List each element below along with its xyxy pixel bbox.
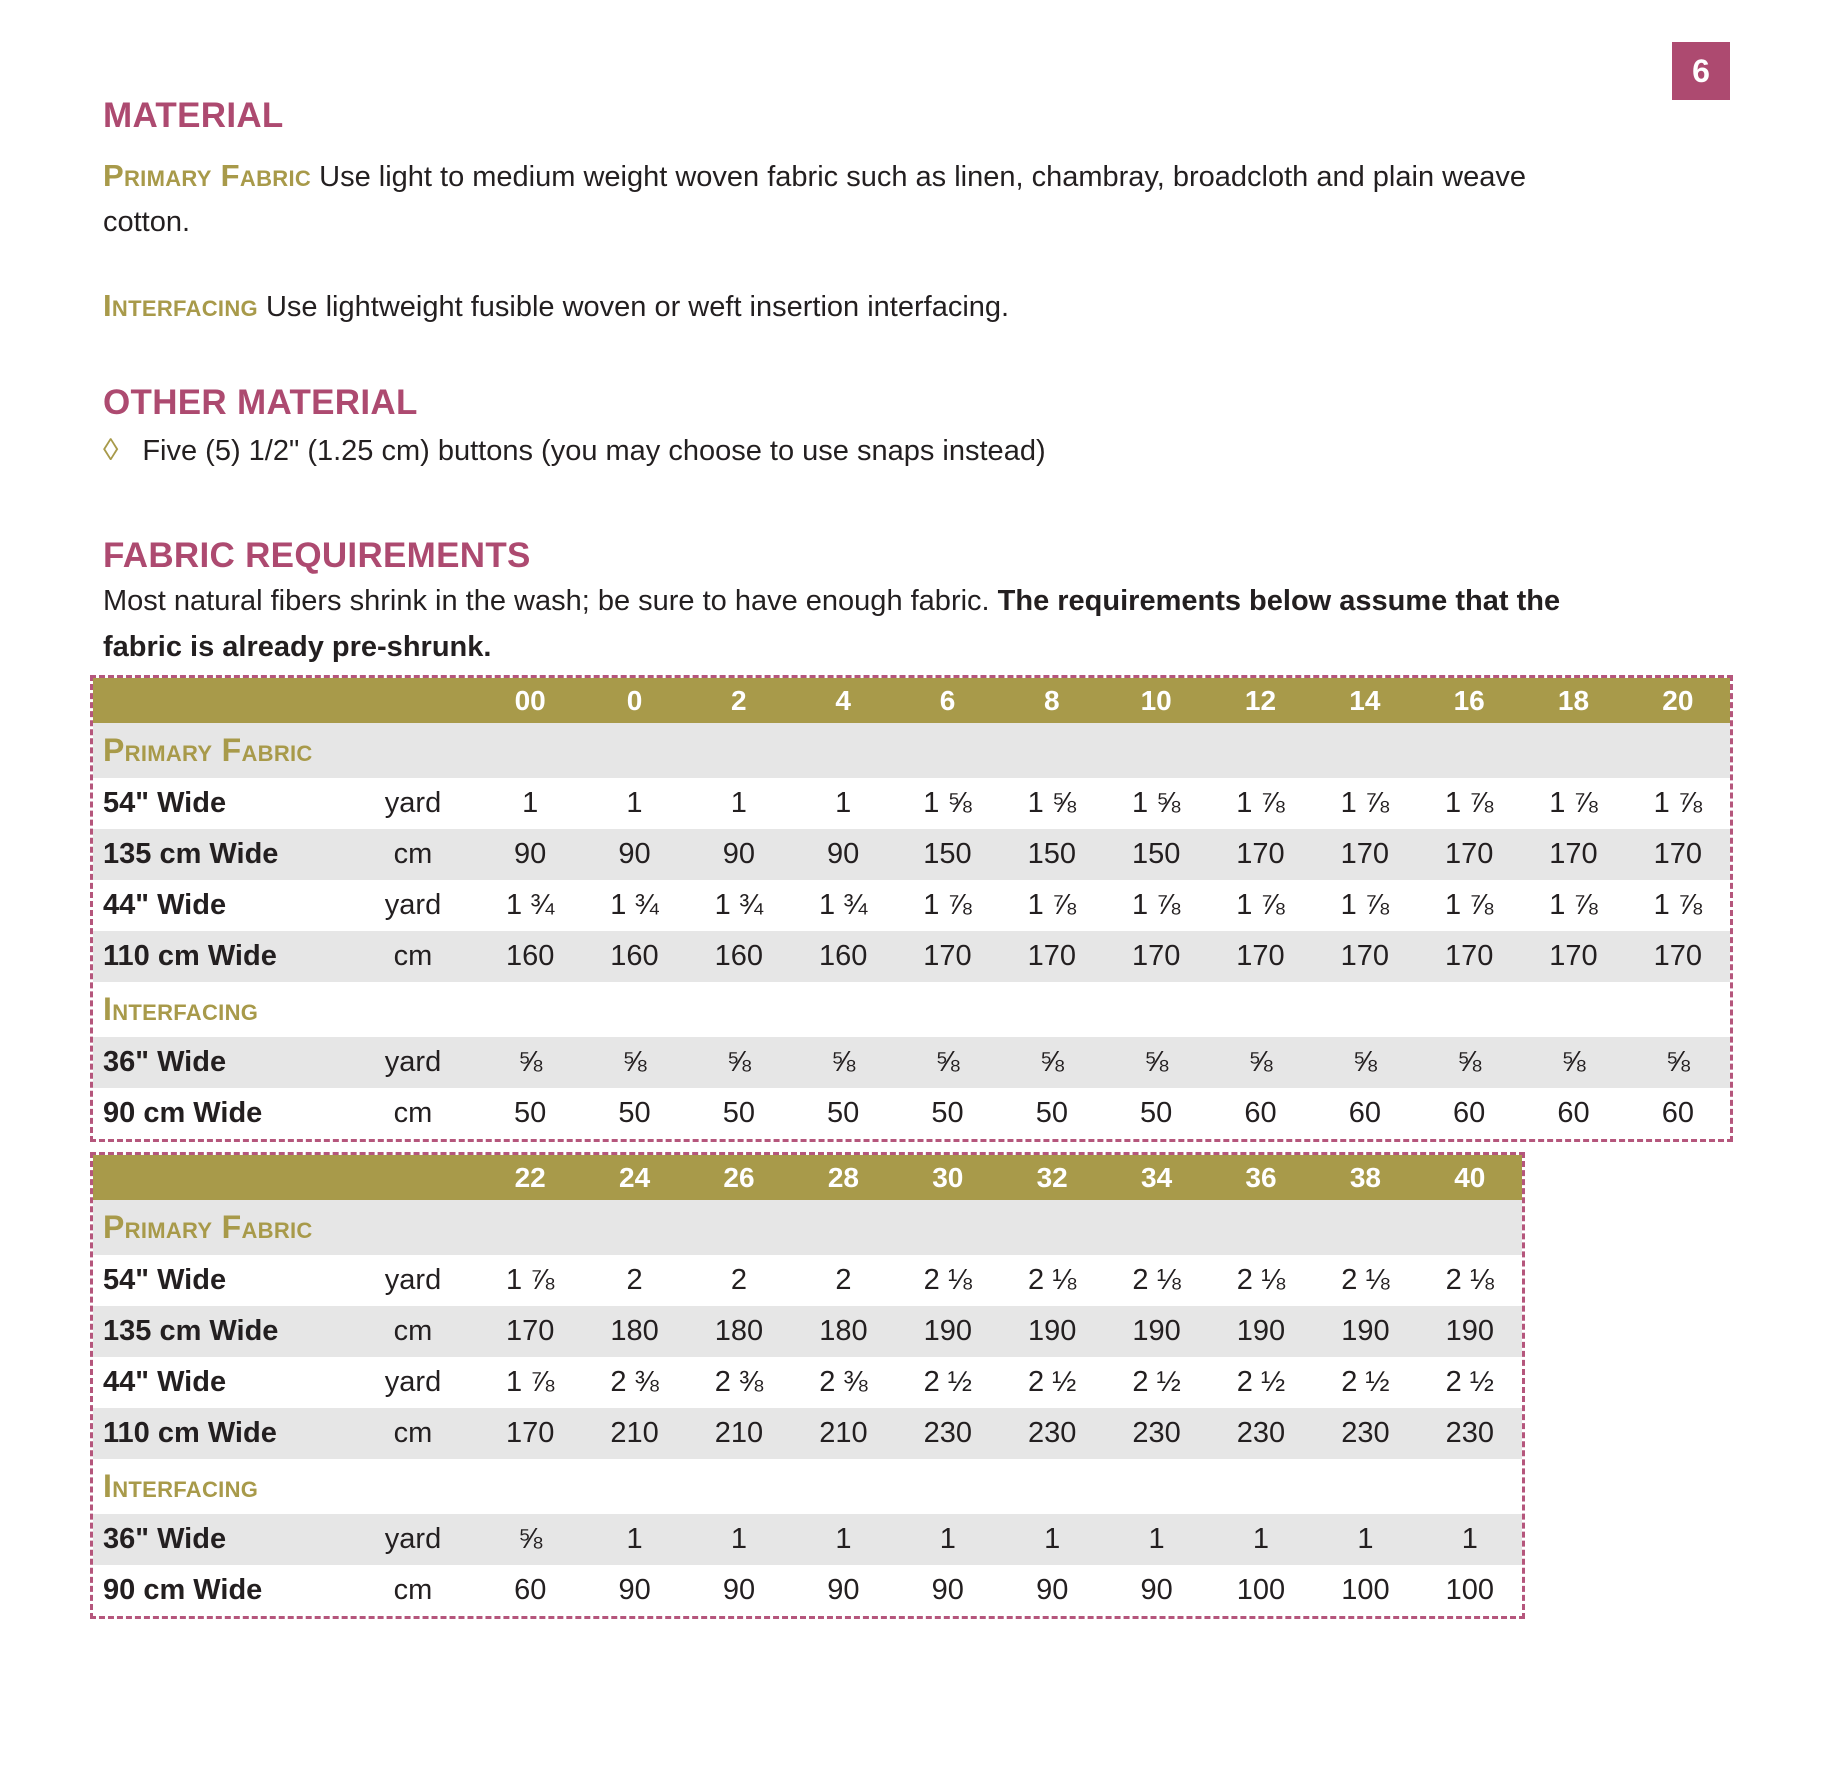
value-cell: 170 bbox=[1340, 838, 1390, 870]
value-cell: 60 bbox=[514, 1574, 547, 1606]
value-cell: 1 bbox=[626, 787, 643, 819]
value-cell: 90 bbox=[618, 1574, 651, 1606]
value-cell: 100 bbox=[1341, 1574, 1390, 1606]
value-cell: 230 bbox=[923, 1417, 972, 1449]
value-cell: 170 bbox=[506, 1315, 555, 1347]
value-cell: 2 ⅛ bbox=[923, 1264, 972, 1296]
value-cell: 1 ⅞ bbox=[1340, 889, 1390, 921]
value-cell: 90 bbox=[827, 838, 860, 870]
table-row bbox=[93, 1408, 1522, 1459]
table-row bbox=[93, 778, 1730, 829]
value-cell: 170 bbox=[1131, 940, 1181, 972]
unit-cell: cm bbox=[393, 1417, 433, 1449]
value-cell: 1 bbox=[1148, 1523, 1165, 1555]
row-label: 54" Wide bbox=[103, 787, 227, 819]
table-section-header-row bbox=[93, 1459, 1522, 1514]
value-cell: 50 bbox=[1140, 1097, 1173, 1129]
table-section-label: Primary Fabric bbox=[103, 732, 313, 768]
value-cell: 50 bbox=[618, 1097, 651, 1129]
size-header-row bbox=[93, 1155, 1522, 1200]
value-cell: 1 bbox=[1357, 1523, 1374, 1555]
value-cell: 1 bbox=[1044, 1523, 1061, 1555]
value-cell: 190 bbox=[1132, 1315, 1181, 1347]
table-row bbox=[93, 1565, 1522, 1616]
value-cell: 230 bbox=[1341, 1417, 1390, 1449]
unit-cell: cm bbox=[393, 940, 433, 972]
value-cell: ⅝ bbox=[1248, 1046, 1273, 1078]
value-cell: 1 ⅞ bbox=[1340, 787, 1390, 819]
value-cell: 2 ⅛ bbox=[1236, 1264, 1286, 1296]
value-cell: 1 bbox=[835, 1523, 852, 1555]
row-label: 110 cm Wide bbox=[103, 940, 277, 972]
row-label: 36" Wide bbox=[103, 1523, 227, 1555]
fabric-requirements-intro bbox=[103, 578, 1583, 670]
size-header-cell: 18 bbox=[1557, 684, 1590, 716]
table-section-label: Interfacing bbox=[103, 1468, 259, 1504]
value-cell: 60 bbox=[1244, 1097, 1277, 1129]
value-cell: 160 bbox=[714, 940, 764, 972]
size-header-cell: 20 bbox=[1662, 684, 1694, 716]
value-cell: 170 bbox=[1444, 838, 1494, 870]
interfacing-paragraph bbox=[103, 283, 1583, 330]
value-cell: 230 bbox=[1445, 1417, 1494, 1449]
value-cell: 2 ⅜ bbox=[819, 1366, 868, 1398]
value-cell: 100 bbox=[1445, 1574, 1494, 1606]
value-cell: 2 ⅜ bbox=[610, 1366, 659, 1398]
value-cell: 210 bbox=[714, 1417, 764, 1449]
value-cell: 1 ⅞ bbox=[923, 889, 972, 921]
value-cell: 170 bbox=[1549, 838, 1598, 870]
primary-fabric-text: Use light to medium weight woven fabric such as linen, chambray, broadcloth and plain weave cotton. bbox=[103, 161, 1526, 238]
table-row bbox=[93, 1357, 1522, 1408]
size-header-cell: 38 bbox=[1349, 1161, 1381, 1193]
value-cell: 150 bbox=[923, 838, 972, 870]
value-cell: ⅝ bbox=[1561, 1046, 1586, 1078]
value-cell: 1 ⅞ bbox=[1236, 889, 1285, 921]
value-cell: 150 bbox=[1027, 838, 1077, 870]
value-cell: 170 bbox=[1653, 838, 1703, 870]
value-cell: 90 bbox=[1036, 1574, 1069, 1606]
value-cell: 2 ⅛ bbox=[1341, 1264, 1390, 1296]
value-cell: 180 bbox=[714, 1315, 764, 1347]
unit-cell: cm bbox=[393, 1574, 433, 1606]
value-cell: 60 bbox=[1453, 1097, 1486, 1129]
primary-fabric-label: Primary Fabric bbox=[103, 158, 312, 193]
value-cell: 1 ⅞ bbox=[1444, 889, 1494, 921]
size-header-cell: 26 bbox=[723, 1161, 755, 1193]
value-cell: 210 bbox=[819, 1417, 868, 1449]
value-cell: 50 bbox=[722, 1097, 755, 1129]
table-row bbox=[93, 1255, 1522, 1306]
value-cell: 1 ⅞ bbox=[1549, 787, 1598, 819]
value-cell: ⅝ bbox=[935, 1046, 960, 1078]
unit-cell: yard bbox=[384, 1264, 442, 1296]
unit-cell: yard bbox=[384, 1523, 442, 1555]
value-cell: 1 ⅞ bbox=[1444, 787, 1494, 819]
fabric-requirements-heading: FABRIC REQUIREMENTS bbox=[103, 536, 531, 575]
value-cell: ⅝ bbox=[622, 1046, 647, 1078]
size-header-cell: 34 bbox=[1141, 1161, 1173, 1193]
value-cell: 2 ⅛ bbox=[1028, 1264, 1077, 1296]
value-cell: 60 bbox=[1661, 1097, 1694, 1129]
intro-text-normal: Most natural fibers shrink in the wash; be sure to have enough fabric. bbox=[103, 585, 998, 617]
table-row bbox=[93, 1088, 1730, 1139]
size-header-cell: 6 bbox=[939, 684, 956, 716]
row-label: 90 cm Wide bbox=[103, 1574, 263, 1606]
value-cell: 170 bbox=[506, 1417, 555, 1449]
table-section-label: Primary Fabric bbox=[103, 1209, 313, 1245]
size-header-cell: 24 bbox=[619, 1161, 651, 1193]
value-cell: 170 bbox=[1340, 940, 1390, 972]
size-header-cell: 2 bbox=[731, 684, 747, 716]
unit-cell: cm bbox=[393, 838, 433, 870]
value-cell: 1 ¾ bbox=[505, 889, 555, 921]
size-header-cell: 00 bbox=[514, 684, 546, 716]
page-number-badge: 6 bbox=[1672, 42, 1730, 100]
value-cell: 160 bbox=[505, 940, 555, 972]
table-section-header-row bbox=[93, 1200, 1522, 1255]
value-cell: 90 bbox=[1140, 1574, 1173, 1606]
value-cell: 50 bbox=[1035, 1097, 1068, 1129]
size-header-cell: 8 bbox=[1044, 684, 1060, 716]
other-material-heading: OTHER MATERIAL bbox=[103, 383, 418, 422]
value-cell: 2 ½ bbox=[1341, 1366, 1390, 1398]
value-cell: 190 bbox=[1445, 1315, 1494, 1347]
row-label: 135 cm Wide bbox=[103, 1315, 279, 1347]
value-cell: 1 ⅝ bbox=[1027, 787, 1077, 819]
value-cell: 190 bbox=[923, 1315, 972, 1347]
value-cell: 1 bbox=[1252, 1523, 1270, 1555]
size-header-cell: 36 bbox=[1245, 1161, 1277, 1193]
value-cell: 1 bbox=[939, 1523, 956, 1555]
value-cell: 1 bbox=[835, 787, 852, 819]
interfacing-text: Use lightweight fusible woven or weft insertion interfacing. bbox=[265, 291, 1010, 323]
row-label: 36" Wide bbox=[103, 1046, 227, 1078]
material-heading: MATERIAL bbox=[103, 96, 284, 135]
value-cell: 2 ½ bbox=[1236, 1366, 1286, 1398]
value-cell: 1 ⅝ bbox=[1131, 787, 1181, 819]
primary-fabric-paragraph bbox=[103, 153, 1583, 245]
size-header-row bbox=[93, 678, 1730, 723]
unit-cell: cm bbox=[393, 1315, 433, 1347]
fabric-requirements-table-sizes-22-40 bbox=[90, 1152, 1525, 1619]
size-header-cell: 16 bbox=[1453, 684, 1485, 716]
value-cell: 1 ⅝ bbox=[923, 787, 972, 819]
value-cell: ⅝ bbox=[831, 1046, 856, 1078]
value-cell: 2 ⅛ bbox=[1132, 1264, 1181, 1296]
row-label: 44" Wide bbox=[103, 889, 227, 921]
other-material-item bbox=[103, 427, 1583, 474]
row-label: 54" Wide bbox=[103, 1264, 227, 1296]
value-cell: 90 bbox=[722, 1574, 756, 1606]
value-cell: 2 ⅛ bbox=[1445, 1264, 1494, 1296]
unit-cell: yard bbox=[384, 787, 442, 819]
value-cell: 1 bbox=[730, 787, 747, 819]
row-label: 110 cm Wide bbox=[103, 1417, 277, 1449]
value-cell: 2 ½ bbox=[1028, 1366, 1077, 1398]
unit-cell: cm bbox=[393, 1097, 433, 1129]
value-cell: ⅝ bbox=[1457, 1046, 1482, 1078]
size-header-cell: 12 bbox=[1244, 684, 1277, 716]
intro-text-bold: The requirements below assume that the fabric is already pre-shrunk. bbox=[103, 585, 1561, 663]
value-cell: ⅝ bbox=[1665, 1046, 1690, 1078]
value-cell: 2 ½ bbox=[1132, 1366, 1181, 1398]
table-row bbox=[93, 1037, 1730, 1088]
value-cell: 1 ⅞ bbox=[1027, 889, 1077, 921]
row-label: 90 cm Wide bbox=[103, 1097, 263, 1129]
value-cell: ⅝ bbox=[1144, 1046, 1169, 1078]
value-cell: 60 bbox=[1557, 1097, 1590, 1129]
value-cell: 170 bbox=[1549, 940, 1598, 972]
value-cell: 1 ⅞ bbox=[1131, 889, 1181, 921]
value-cell: 180 bbox=[610, 1315, 659, 1347]
value-cell: 1 bbox=[1461, 1523, 1478, 1555]
value-cell: 160 bbox=[610, 940, 659, 972]
interfacing-label: Interfacing bbox=[103, 288, 258, 323]
value-cell: 60 bbox=[1348, 1097, 1381, 1129]
table-row bbox=[93, 1514, 1522, 1565]
value-cell: 170 bbox=[1653, 940, 1703, 972]
value-cell: 90 bbox=[931, 1574, 964, 1606]
value-cell: 1 ⅞ bbox=[1549, 889, 1598, 921]
value-cell: 1 ⅞ bbox=[1653, 889, 1703, 921]
value-cell: 90 bbox=[827, 1574, 860, 1606]
value-cell: 50 bbox=[827, 1097, 860, 1129]
unit-cell: yard bbox=[384, 1046, 442, 1078]
value-cell: ⅝ bbox=[1039, 1046, 1064, 1078]
table-row bbox=[93, 880, 1730, 931]
value-cell: 50 bbox=[514, 1097, 547, 1129]
value-cell: 160 bbox=[818, 940, 868, 972]
value-cell: 170 bbox=[1444, 940, 1494, 972]
value-cell: 150 bbox=[1131, 838, 1181, 870]
value-cell: 100 bbox=[1236, 1574, 1286, 1606]
value-cell: 170 bbox=[1236, 940, 1285, 972]
value-cell: 1 ¾ bbox=[714, 889, 764, 921]
value-cell: 1 ⅞ bbox=[1236, 787, 1285, 819]
other-material-item-text: Five (5) 1/2" (1.25 cm) buttons (you may choose to use snaps instead) bbox=[142, 435, 1046, 467]
size-header-cell: 14 bbox=[1349, 684, 1381, 716]
diamond-bullet-icon: ◊ bbox=[103, 432, 119, 467]
table-row bbox=[93, 1306, 1522, 1357]
value-cell: ⅝ bbox=[518, 1523, 543, 1555]
size-header-cell: 4 bbox=[835, 684, 851, 716]
size-header-cell: 32 bbox=[1036, 1161, 1068, 1193]
value-cell: 2 ⅜ bbox=[714, 1366, 764, 1398]
value-cell: ⅝ bbox=[1352, 1046, 1377, 1078]
value-cell: 1 bbox=[522, 787, 539, 819]
size-header-cell: 28 bbox=[827, 1161, 859, 1193]
value-cell: 90 bbox=[618, 838, 651, 870]
fabric-requirements-table-sizes-00-20 bbox=[90, 675, 1733, 1142]
value-cell: 50 bbox=[931, 1097, 964, 1129]
table-section-header-row bbox=[93, 723, 1730, 778]
size-header-cell: 40 bbox=[1454, 1161, 1486, 1193]
value-cell: 90 bbox=[514, 838, 547, 870]
value-cell: 1 bbox=[730, 1523, 748, 1555]
unit-cell: yard bbox=[384, 1366, 442, 1398]
value-cell: 2 bbox=[835, 1264, 852, 1296]
value-cell: 230 bbox=[1028, 1417, 1077, 1449]
row-label: 44" Wide bbox=[103, 1366, 227, 1398]
value-cell: 190 bbox=[1341, 1315, 1390, 1347]
value-cell: 1 ¾ bbox=[610, 889, 659, 921]
size-header-cell: 0 bbox=[626, 684, 643, 716]
value-cell: 2 bbox=[730, 1264, 748, 1296]
size-header-cell: 22 bbox=[514, 1161, 546, 1193]
size-header-cell: 30 bbox=[932, 1161, 964, 1193]
table-row bbox=[93, 829, 1730, 880]
value-cell: 230 bbox=[1132, 1417, 1181, 1449]
value-cell: 1 ⅞ bbox=[506, 1366, 555, 1398]
value-cell: 180 bbox=[819, 1315, 868, 1347]
value-cell: 1 bbox=[626, 1523, 643, 1555]
value-cell: 2 bbox=[626, 1264, 643, 1296]
value-cell: 2 ½ bbox=[1445, 1366, 1494, 1398]
value-cell: 190 bbox=[1236, 1315, 1286, 1347]
table-section-label: Interfacing bbox=[103, 991, 259, 1027]
value-cell: 90 bbox=[722, 838, 755, 870]
table-section-header-row bbox=[93, 982, 1730, 1037]
value-cell: ⅝ bbox=[518, 1046, 543, 1078]
value-cell: 1 ⅞ bbox=[506, 1264, 555, 1296]
value-cell: 1 ⅞ bbox=[1653, 787, 1703, 819]
value-cell: 2 ½ bbox=[923, 1366, 972, 1398]
value-cell: 170 bbox=[923, 940, 972, 972]
value-cell: ⅝ bbox=[726, 1046, 751, 1078]
value-cell: 210 bbox=[610, 1417, 659, 1449]
value-cell: 170 bbox=[1027, 940, 1077, 972]
value-cell: 230 bbox=[1236, 1417, 1286, 1449]
value-cell: 1 ¾ bbox=[818, 889, 868, 921]
row-label: 135 cm Wide bbox=[103, 838, 279, 870]
value-cell: 170 bbox=[1236, 838, 1285, 870]
value-cell: 190 bbox=[1028, 1315, 1077, 1347]
size-header-cell: 10 bbox=[1140, 684, 1172, 716]
unit-cell: yard bbox=[384, 889, 442, 921]
table-row bbox=[93, 931, 1730, 982]
